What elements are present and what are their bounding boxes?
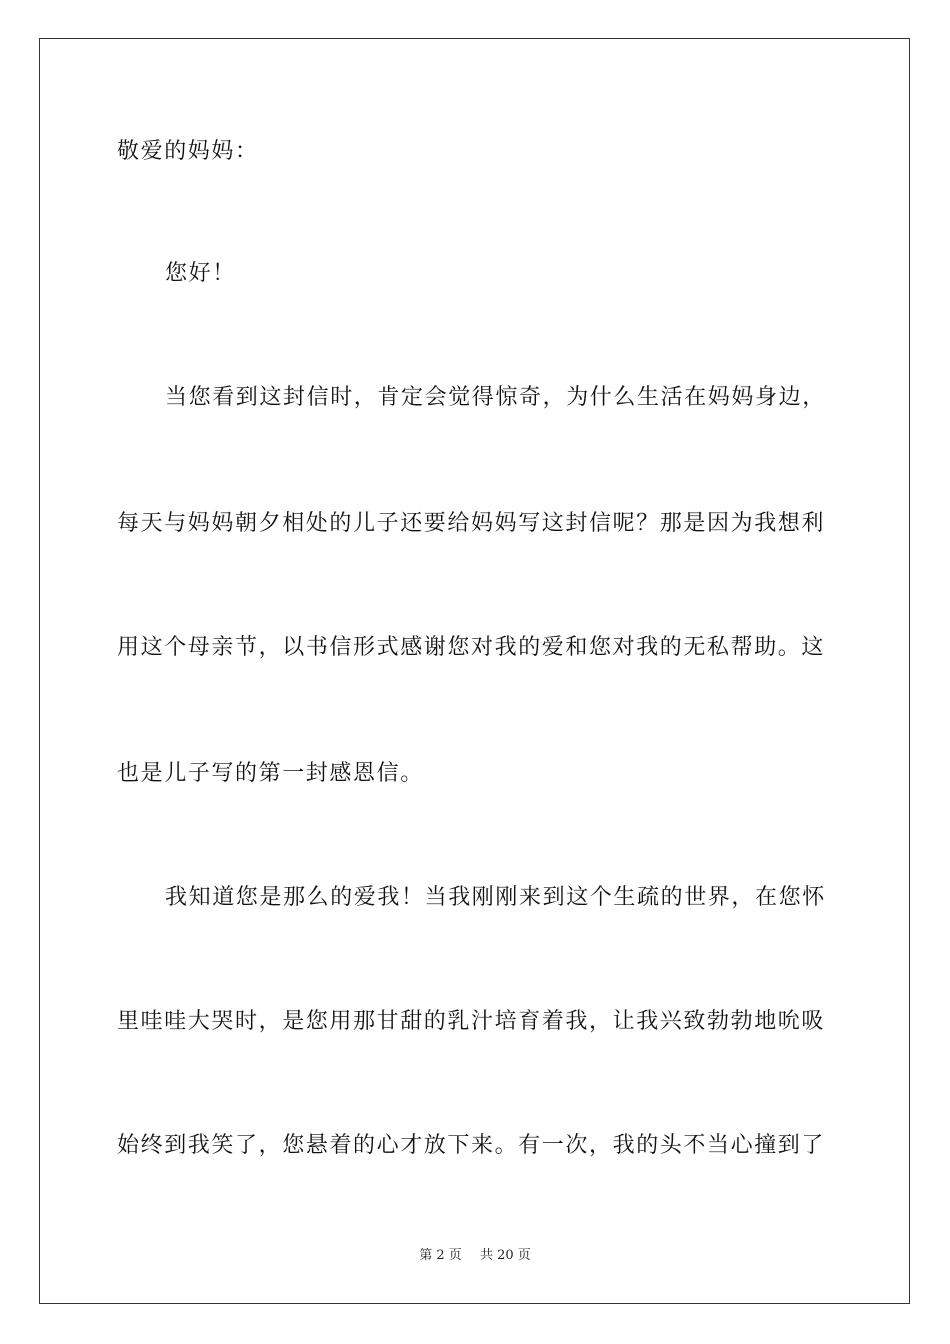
page-number: 第 2 页 — [419, 1248, 462, 1263]
page-frame — [39, 38, 910, 1304]
body-line: 用这个母亲节，以书信形式感谢您对我的爱和您对我的无私帮助。这 — [117, 635, 826, 660]
page-total: 共 20 页 — [479, 1248, 531, 1263]
salutation: 敬爱的妈妈： — [117, 139, 259, 164]
body-line: 里哇哇大哭时，是您用那甘甜的乳汁培育着我，让我兴致勃勃地吮吸 — [117, 1009, 826, 1034]
body-line: 我知道您是那么的爱我！当我刚刚来到这个生疏的世界，在您怀 — [165, 885, 826, 910]
body-line: 当您看到这封信时，肯定会觉得惊奇，为什么生活在妈妈身边， — [165, 385, 826, 410]
page-footer — [0, 1246, 950, 1266]
body-line: 每天与妈妈朝夕相处的儿子还要给妈妈写这封信呢？那是因为我想利 — [117, 511, 826, 536]
body-line: 也是儿子写的第一封感恩信。 — [117, 761, 424, 786]
body-line: 始终到我笑了，您悬着的心才放下来。有一次，我的头不当心撞到了 — [117, 1133, 826, 1158]
greeting: 您好！ — [165, 261, 236, 286]
